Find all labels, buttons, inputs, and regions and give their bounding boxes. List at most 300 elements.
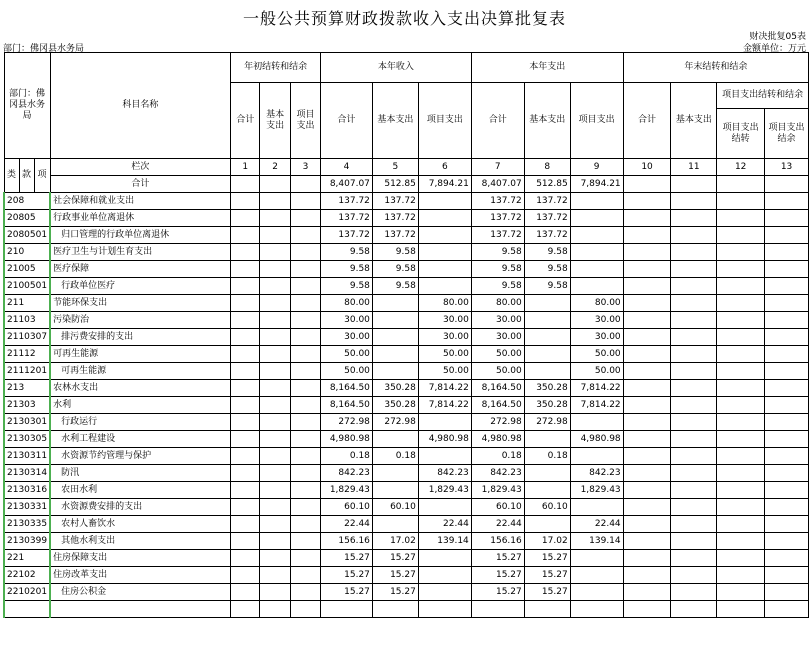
ys-basic-header: 基本支出 [260, 83, 291, 159]
value-cell: 17.02 [524, 533, 570, 550]
value-cell [418, 567, 471, 584]
value-cell [717, 193, 765, 210]
value-cell [418, 584, 471, 601]
value-cell [231, 380, 260, 397]
value-cell [623, 312, 671, 329]
value-cell [717, 397, 765, 414]
value-cell: 4,980.98 [471, 431, 524, 448]
empty-cell [231, 601, 260, 618]
value-cell: 137.72 [471, 210, 524, 227]
report-title: 一般公共预算财政拨款收入支出决算批复表 [242, 9, 566, 28]
value-cell [231, 584, 260, 601]
value-cell [291, 516, 321, 533]
value-cell [372, 516, 418, 533]
value-cell [231, 363, 260, 380]
value-cell [765, 278, 809, 295]
value-cell [291, 448, 321, 465]
budget-table [3, 52, 809, 618]
col-number: 13 [765, 159, 809, 176]
value-cell: 50.00 [320, 363, 372, 380]
value-cell [765, 550, 809, 567]
value-cell [570, 584, 623, 601]
value-cell [671, 516, 717, 533]
table-row [4, 516, 809, 533]
value-cell: 9.58 [372, 261, 418, 278]
value-cell [231, 567, 260, 584]
value-cell [418, 499, 471, 516]
ye-basic-header: 基本支出 [671, 83, 717, 159]
kuan-header: 款 [19, 159, 34, 193]
col-number: 6 [418, 159, 471, 176]
value-cell [765, 244, 809, 261]
value-cell [623, 516, 671, 533]
subject-code: 2111201 [4, 363, 50, 380]
value-cell: 15.27 [471, 584, 524, 601]
value-cell [671, 244, 717, 261]
value-cell: 137.72 [524, 227, 570, 244]
value-cell: 15.27 [372, 584, 418, 601]
col-number: 12 [717, 159, 765, 176]
value-cell [765, 380, 809, 397]
col-number: 1 [231, 159, 260, 176]
subject-code: 2130331 [4, 499, 50, 516]
total-cell: 7,894.21 [570, 176, 623, 193]
subject-name: 其他水利支出 [50, 533, 231, 550]
value-cell [623, 329, 671, 346]
value-cell [372, 482, 418, 499]
value-cell [260, 329, 291, 346]
table-row [4, 295, 809, 312]
subject-name: 可再生能源 [50, 363, 231, 380]
value-cell: 8,164.50 [471, 380, 524, 397]
value-cell: 22.44 [471, 516, 524, 533]
inc-project-header: 项目支出 [418, 83, 471, 159]
value-cell [418, 414, 471, 431]
subject-name: 医疗卫生与计划生育支出 [50, 244, 231, 261]
col-number: 10 [623, 159, 671, 176]
value-cell: 9.58 [524, 261, 570, 278]
total-cell [765, 176, 809, 193]
value-cell [623, 499, 671, 516]
xiang-header: 项 [34, 159, 50, 193]
value-cell: 9.58 [524, 278, 570, 295]
value-cell: 1,829.43 [418, 482, 471, 499]
value-cell: 9.58 [320, 278, 372, 295]
value-cell: 50.00 [418, 363, 471, 380]
value-cell: 0.18 [320, 448, 372, 465]
value-cell [418, 261, 471, 278]
value-cell [765, 210, 809, 227]
value-cell [260, 278, 291, 295]
value-cell: 60.10 [524, 499, 570, 516]
value-cell [524, 465, 570, 482]
table-row [4, 261, 809, 278]
value-cell [717, 533, 765, 550]
value-cell [291, 397, 321, 414]
value-cell [765, 516, 809, 533]
value-cell [717, 210, 765, 227]
value-cell [671, 312, 717, 329]
value-cell [671, 533, 717, 550]
value-cell [671, 414, 717, 431]
value-cell [524, 312, 570, 329]
subject-name: 社会保障和就业支出 [50, 193, 231, 210]
value-cell [717, 244, 765, 261]
value-cell: 0.18 [524, 448, 570, 465]
subject-code: 213 [4, 380, 50, 397]
value-cell [231, 499, 260, 516]
value-cell [717, 312, 765, 329]
value-cell: 4,980.98 [418, 431, 471, 448]
value-cell [231, 193, 260, 210]
value-cell [291, 210, 321, 227]
value-cell [623, 261, 671, 278]
value-cell [231, 397, 260, 414]
value-cell [260, 227, 291, 244]
col-number: 9 [570, 159, 623, 176]
value-cell [671, 278, 717, 295]
value-cell [291, 193, 321, 210]
subject-name: 防汛 [50, 465, 231, 482]
value-cell [765, 482, 809, 499]
value-cell [231, 516, 260, 533]
value-cell: 30.00 [471, 312, 524, 329]
empty-cell [4, 601, 50, 618]
table-row [4, 448, 809, 465]
empty-cell [372, 601, 418, 618]
value-cell: 137.72 [524, 210, 570, 227]
empty-cell [471, 601, 524, 618]
value-cell: 80.00 [570, 295, 623, 312]
exp-project-header: 项目支出 [570, 83, 623, 159]
value-cell [231, 295, 260, 312]
value-cell [260, 448, 291, 465]
total-cell [260, 176, 291, 193]
value-cell [623, 584, 671, 601]
value-cell [418, 278, 471, 295]
value-cell [570, 210, 623, 227]
value-cell [623, 533, 671, 550]
value-cell [765, 227, 809, 244]
value-cell: 22.44 [570, 516, 623, 533]
value-cell [717, 516, 765, 533]
value-cell: 9.58 [471, 278, 524, 295]
value-cell [671, 227, 717, 244]
value-cell [623, 193, 671, 210]
value-cell: 50.00 [570, 346, 623, 363]
value-cell [231, 329, 260, 346]
subject-name: 归口管理的行政单位离退休 [50, 227, 231, 244]
value-cell [231, 533, 260, 550]
value-cell [418, 210, 471, 227]
subject-code: 2210201 [4, 584, 50, 601]
table-row [4, 482, 809, 499]
total-label: 合计 [50, 176, 231, 193]
value-cell: 272.98 [471, 414, 524, 431]
value-cell [372, 312, 418, 329]
value-cell: 9.58 [471, 261, 524, 278]
value-cell [260, 312, 291, 329]
value-cell [717, 584, 765, 601]
unit-label: 金额单位：万元 [742, 44, 806, 54]
value-cell: 80.00 [471, 295, 524, 312]
value-cell [765, 295, 809, 312]
value-cell [623, 210, 671, 227]
value-cell: 15.27 [320, 567, 372, 584]
total-cell [231, 176, 260, 193]
value-cell: 9.58 [372, 244, 418, 261]
proj-carry-a-header: 项目支出结转 [717, 109, 765, 159]
value-cell: 7,814.22 [570, 397, 623, 414]
value-cell [717, 363, 765, 380]
value-cell: 9.58 [524, 244, 570, 261]
ye-total-header: 合计 [623, 83, 671, 159]
value-cell [231, 312, 260, 329]
value-cell: 60.10 [471, 499, 524, 516]
value-cell [671, 397, 717, 414]
value-cell: 7,814.22 [418, 380, 471, 397]
value-cell [623, 278, 671, 295]
subject-code: 2130305 [4, 431, 50, 448]
value-cell [260, 346, 291, 363]
value-cell [765, 414, 809, 431]
value-cell [291, 261, 321, 278]
value-cell [231, 550, 260, 567]
value-cell [231, 261, 260, 278]
value-cell: 1,829.43 [570, 482, 623, 499]
value-cell [260, 431, 291, 448]
col-label: 栏次 [50, 159, 231, 176]
empty-cell [570, 601, 623, 618]
value-cell: 350.28 [372, 397, 418, 414]
value-cell [291, 431, 321, 448]
total-cell [671, 176, 717, 193]
value-cell [671, 465, 717, 482]
value-cell [671, 499, 717, 516]
value-cell [260, 363, 291, 380]
value-cell [671, 193, 717, 210]
table-row [4, 414, 809, 431]
subject-code: 211 [4, 295, 50, 312]
subject-code: 22102 [4, 567, 50, 584]
subject-code: 2130311 [4, 448, 50, 465]
value-cell [291, 499, 321, 516]
value-cell [418, 244, 471, 261]
value-cell: 15.27 [524, 550, 570, 567]
value-cell: 137.72 [320, 227, 372, 244]
subject-name: 住房公积金 [50, 584, 231, 601]
value-cell [623, 346, 671, 363]
value-cell [260, 482, 291, 499]
value-cell: 30.00 [418, 312, 471, 329]
value-cell [260, 516, 291, 533]
subject-code: 2110307 [4, 329, 50, 346]
col-number: 2 [260, 159, 291, 176]
value-cell: 30.00 [320, 312, 372, 329]
subject-name: 住房保障支出 [50, 550, 231, 567]
subject-code: 2130399 [4, 533, 50, 550]
value-cell [260, 567, 291, 584]
value-cell [260, 244, 291, 261]
value-cell [765, 346, 809, 363]
total-cell [623, 176, 671, 193]
value-cell [623, 244, 671, 261]
value-cell [372, 295, 418, 312]
value-cell: 137.72 [471, 193, 524, 210]
table-row [4, 380, 809, 397]
value-cell [231, 278, 260, 295]
value-cell [765, 193, 809, 210]
table-row [4, 567, 809, 584]
value-cell: 15.27 [372, 550, 418, 567]
value-cell: 15.27 [524, 584, 570, 601]
value-cell [765, 261, 809, 278]
value-cell [231, 210, 260, 227]
value-cell: 8,164.50 [320, 397, 372, 414]
subject-code: 2080501 [4, 227, 50, 244]
value-cell [717, 567, 765, 584]
lei-header: 类 [4, 159, 19, 193]
value-cell: 30.00 [418, 329, 471, 346]
value-cell [717, 295, 765, 312]
value-cell: 15.27 [320, 584, 372, 601]
value-cell: 842.23 [570, 465, 623, 482]
empty-cell [320, 601, 372, 618]
value-cell [260, 261, 291, 278]
value-cell: 1,829.43 [471, 482, 524, 499]
dept-header-cell: 部门：佛冈县水务局 [4, 53, 50, 159]
value-cell [291, 278, 321, 295]
subject-code: 21112 [4, 346, 50, 363]
value-cell [260, 193, 291, 210]
value-cell [671, 431, 717, 448]
value-cell [231, 346, 260, 363]
value-cell [765, 584, 809, 601]
value-cell [291, 227, 321, 244]
value-cell: 60.10 [372, 499, 418, 516]
value-cell [717, 431, 765, 448]
inc-basic-header: 基本支出 [372, 83, 418, 159]
value-cell [372, 329, 418, 346]
value-cell [524, 363, 570, 380]
value-cell: 1,829.43 [320, 482, 372, 499]
proj-carry-b-header: 项目支出结余 [765, 109, 809, 159]
value-cell [291, 295, 321, 312]
value-cell [524, 431, 570, 448]
table-row [4, 584, 809, 601]
value-cell [260, 533, 291, 550]
subject-code: 208 [4, 193, 50, 210]
value-cell [671, 363, 717, 380]
value-cell: 4,980.98 [570, 431, 623, 448]
value-cell: 9.58 [320, 261, 372, 278]
value-cell [570, 414, 623, 431]
value-cell [623, 363, 671, 380]
value-cell: 15.27 [524, 567, 570, 584]
value-cell [291, 482, 321, 499]
table-row [4, 499, 809, 516]
value-cell [765, 363, 809, 380]
value-cell [717, 499, 765, 516]
value-cell: 4,980.98 [320, 431, 372, 448]
value-cell [717, 278, 765, 295]
value-cell: 0.18 [372, 448, 418, 465]
value-cell [623, 397, 671, 414]
empty-cell [623, 601, 671, 618]
subject-name: 水资源节约管理与保护 [50, 448, 231, 465]
value-cell: 272.98 [320, 414, 372, 431]
value-cell [717, 261, 765, 278]
value-cell: 9.58 [471, 244, 524, 261]
value-cell [231, 414, 260, 431]
value-cell [717, 414, 765, 431]
value-cell: 50.00 [320, 346, 372, 363]
table-row [4, 431, 809, 448]
ys-total-header: 合计 [231, 83, 260, 159]
empty-cell [291, 601, 321, 618]
value-cell [372, 431, 418, 448]
value-cell [231, 244, 260, 261]
value-cell [372, 346, 418, 363]
col-number: 8 [524, 159, 570, 176]
value-cell [524, 295, 570, 312]
empty-cell [717, 601, 765, 618]
subject-code: 2130314 [4, 465, 50, 482]
value-cell [717, 550, 765, 567]
value-cell [260, 499, 291, 516]
total-cell: 512.85 [372, 176, 418, 193]
year-end-header: 年末结转和结余 [623, 53, 808, 83]
value-cell: 8,164.50 [471, 397, 524, 414]
value-cell: 842.23 [320, 465, 372, 482]
expense-header: 本年支出 [471, 53, 623, 83]
subject-name: 水利 [50, 397, 231, 414]
value-cell [717, 448, 765, 465]
value-cell [260, 550, 291, 567]
value-cell [623, 414, 671, 431]
value-cell [260, 414, 291, 431]
value-cell: 156.16 [320, 533, 372, 550]
value-cell [291, 312, 321, 329]
value-cell [291, 533, 321, 550]
value-cell [717, 346, 765, 363]
subject-code: 21303 [4, 397, 50, 414]
form-number: 财决批复05表 [749, 32, 806, 42]
value-cell [765, 431, 809, 448]
total-cell: 8,407.07 [471, 176, 524, 193]
value-cell [765, 397, 809, 414]
value-cell [623, 482, 671, 499]
value-cell [260, 380, 291, 397]
value-cell: 22.44 [418, 516, 471, 533]
value-cell [717, 227, 765, 244]
subject-name: 排污费安排的支出 [50, 329, 231, 346]
value-cell [623, 550, 671, 567]
value-cell [671, 261, 717, 278]
value-cell [717, 380, 765, 397]
subject-code: 21005 [4, 261, 50, 278]
value-cell: 50.00 [471, 363, 524, 380]
value-cell [372, 363, 418, 380]
subject-code: 2100501 [4, 278, 50, 295]
value-cell [717, 465, 765, 482]
value-cell [671, 567, 717, 584]
empty-cell [524, 601, 570, 618]
value-cell [623, 227, 671, 244]
subject-name: 可再生能源 [50, 346, 231, 363]
col-number: 3 [291, 159, 321, 176]
empty-cell [260, 601, 291, 618]
